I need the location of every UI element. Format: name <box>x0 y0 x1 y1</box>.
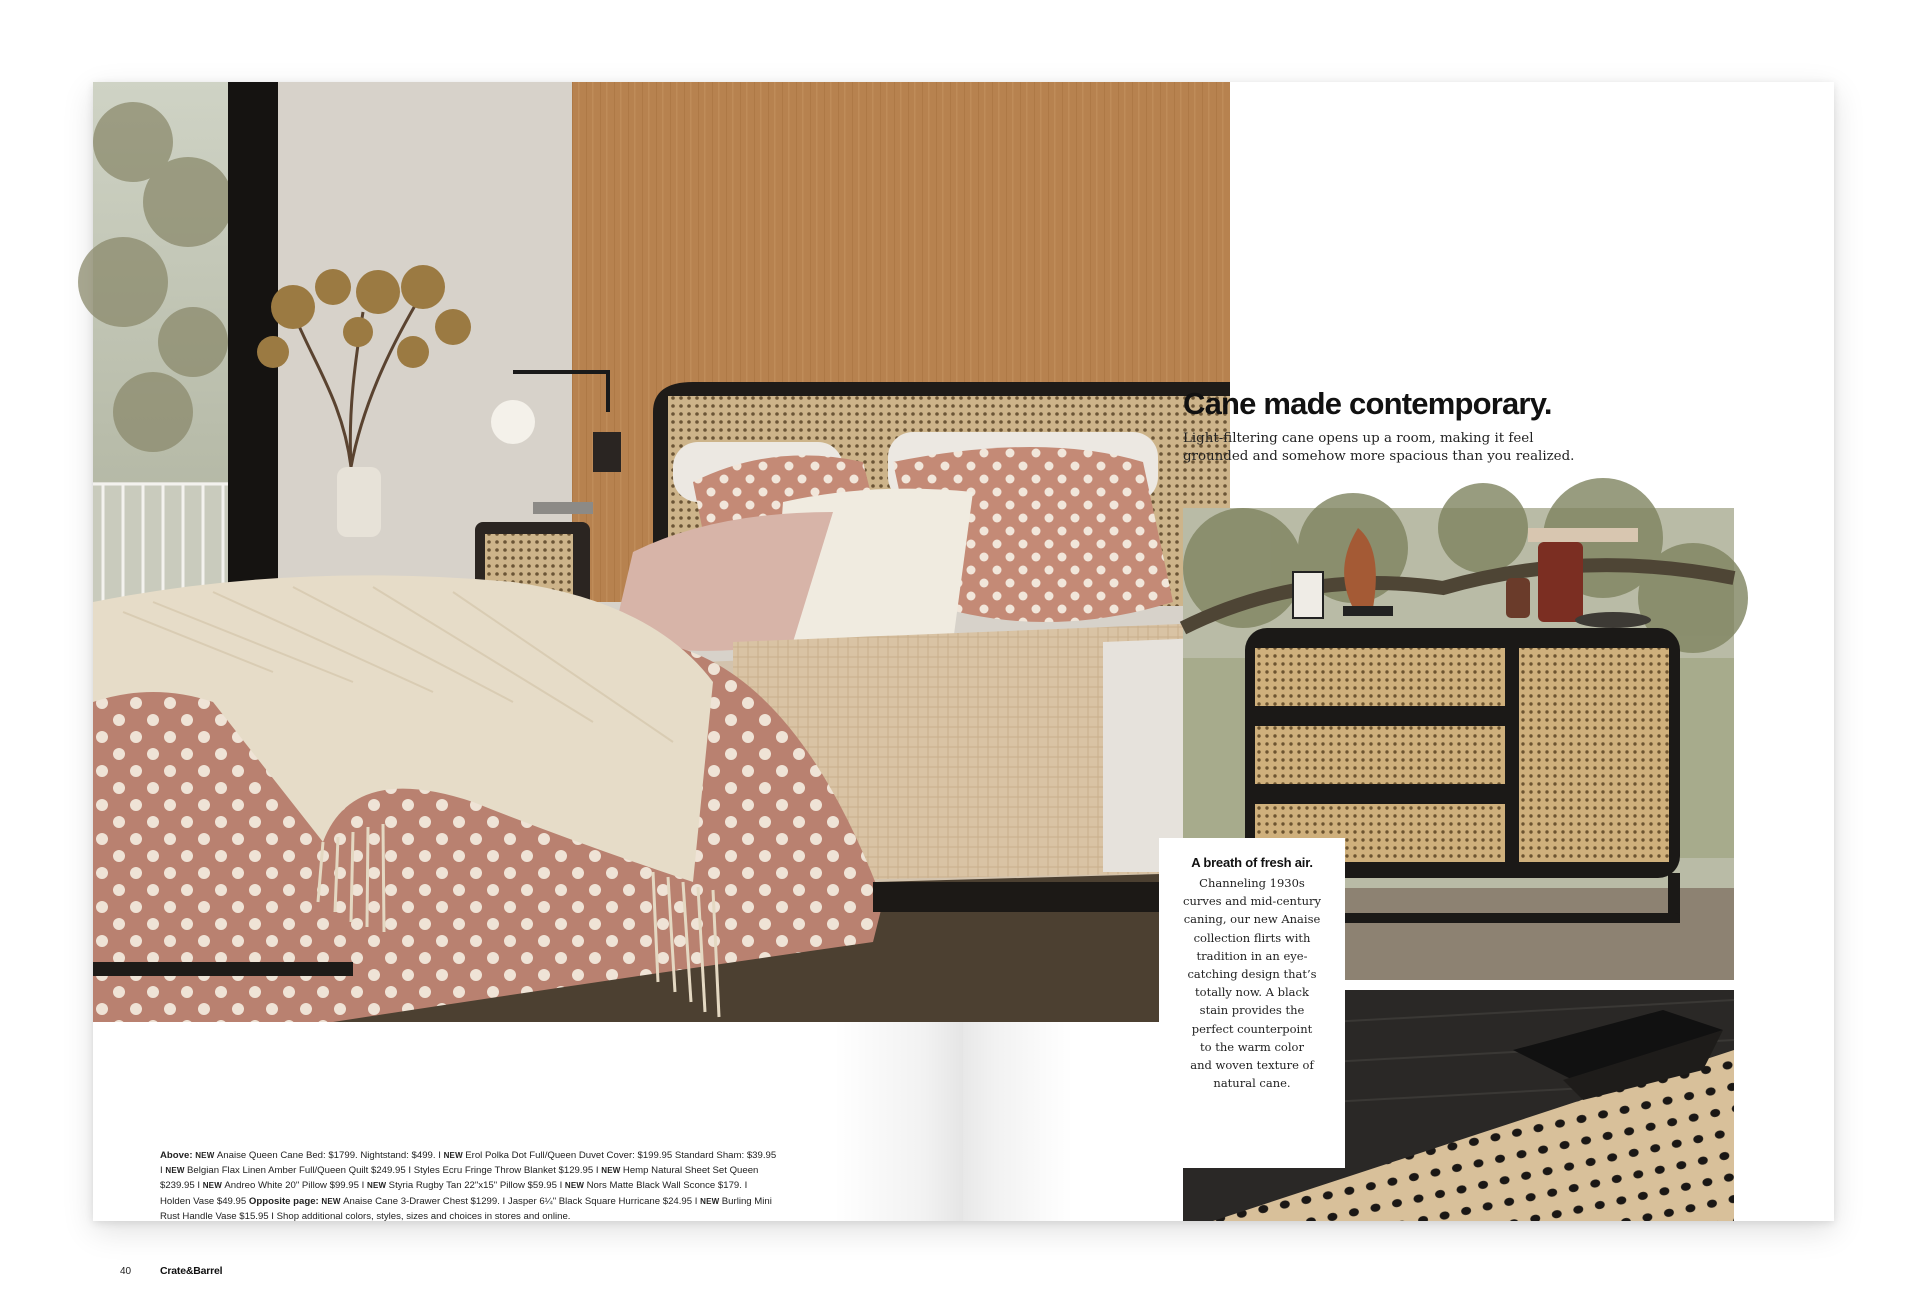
caption-separator: I <box>741 1180 748 1192</box>
caption-item: Anaise Queen Cane Bed: $1799. Nightstand: $499. <box>216 1150 436 1161</box>
callout-title: A breath of fresh air. <box>1191 855 1313 870</box>
caption-item: Belgian Flax Linen Amber Full/Queen Quilt $249.95 <box>187 1165 406 1177</box>
product-caption <box>160 1148 780 1224</box>
new-badge: NEW <box>443 1151 466 1160</box>
page-subhead: Light-filtering cane opens up a room, making it feel grounded and somehow more spacious than you realized. <box>1183 431 1575 464</box>
caption-item: Styria Rugby Tan 22"x15" Pillow $59.95 <box>388 1180 557 1192</box>
caption-separator: I <box>593 1165 602 1177</box>
caption-item: Nors Matte Black Wall Sconce $179. <box>586 1180 742 1192</box>
caption-separator: I <box>194 1180 203 1192</box>
catalog-spread <box>93 82 1834 1277</box>
caption-separator: I <box>556 1180 565 1192</box>
caption-item: Styles Ecru Fringe Throw Blanket $129.95 <box>413 1165 594 1177</box>
callout-line: Channeling 1930s <box>1199 876 1305 890</box>
page-number: 40 <box>120 1266 132 1277</box>
caption-separator: I <box>435 1150 444 1161</box>
caption-separator: I <box>268 1210 277 1222</box>
callout-line: stain provides the <box>1199 1003 1305 1018</box>
new-badge: NEW <box>195 1151 217 1160</box>
callout-body <box>1171 874 1333 1092</box>
caption-item: Holden Vase $49.95 <box>160 1195 247 1207</box>
callout-line: curves and mid-century <box>1183 894 1321 909</box>
caption-label: Above: <box>160 1150 193 1161</box>
new-badge: NEW <box>601 1166 623 1176</box>
callout-line: catching design that’s <box>1187 967 1317 982</box>
caption-item: Hemp Natural Sheet Set Queen $239.95 <box>160 1165 759 1192</box>
callout-line: caning, our new Anaise <box>1183 912 1321 927</box>
caption-separator: I <box>692 1195 701 1207</box>
callout-line: perfect counterpoint <box>1191 1021 1313 1036</box>
callout-box <box>1159 838 1345 1168</box>
caption-item: Anaise Cane 3-Drawer Chest $1299. <box>343 1195 500 1207</box>
callout-line: tradition in an eye- <box>1196 948 1308 963</box>
callout-line: natural cane. <box>1213 1076 1291 1091</box>
new-badge: NEW <box>564 1181 587 1191</box>
new-badge: NEW <box>700 1196 722 1206</box>
caption-label: Opposite page: <box>248 1195 319 1207</box>
callout-line: to the warm color <box>1200 1039 1304 1054</box>
caption-separator: I <box>405 1165 414 1177</box>
page-headline: Cane made contemporary. <box>1183 386 1552 421</box>
caption-item: Shop additional colors, styles, sizes and choices in stores and online. <box>276 1210 571 1222</box>
caption-separator: I <box>358 1180 367 1192</box>
brand-wordmark: Crate&Barrel <box>160 1265 223 1277</box>
caption-item: Jasper 6¼" Black Square Hurricane $24.95 <box>507 1195 693 1207</box>
caption-item: Burling Mini Rust Handle Vase $15.95 <box>160 1195 772 1222</box>
new-badge: NEW <box>165 1166 188 1176</box>
bedroom-photo <box>93 82 1230 1022</box>
caption-item: Erol Polka Dot Full/Queen Duvet Cover: $199.95 Standard Sham: $39.95 <box>465 1150 777 1161</box>
callout-line: totally now. A black <box>1195 985 1309 1000</box>
callout-line: and woven texture of <box>1190 1058 1314 1073</box>
caption-item: Andreo White 20" Pillow $99.95 <box>224 1180 359 1192</box>
caption-separator: I <box>160 1165 166 1177</box>
new-badge: NEW <box>366 1181 389 1191</box>
callout-line: collection flirts with <box>1193 930 1311 945</box>
caption-separator: I <box>499 1195 508 1207</box>
new-badge: NEW <box>321 1196 344 1206</box>
new-badge: NEW <box>202 1181 225 1191</box>
